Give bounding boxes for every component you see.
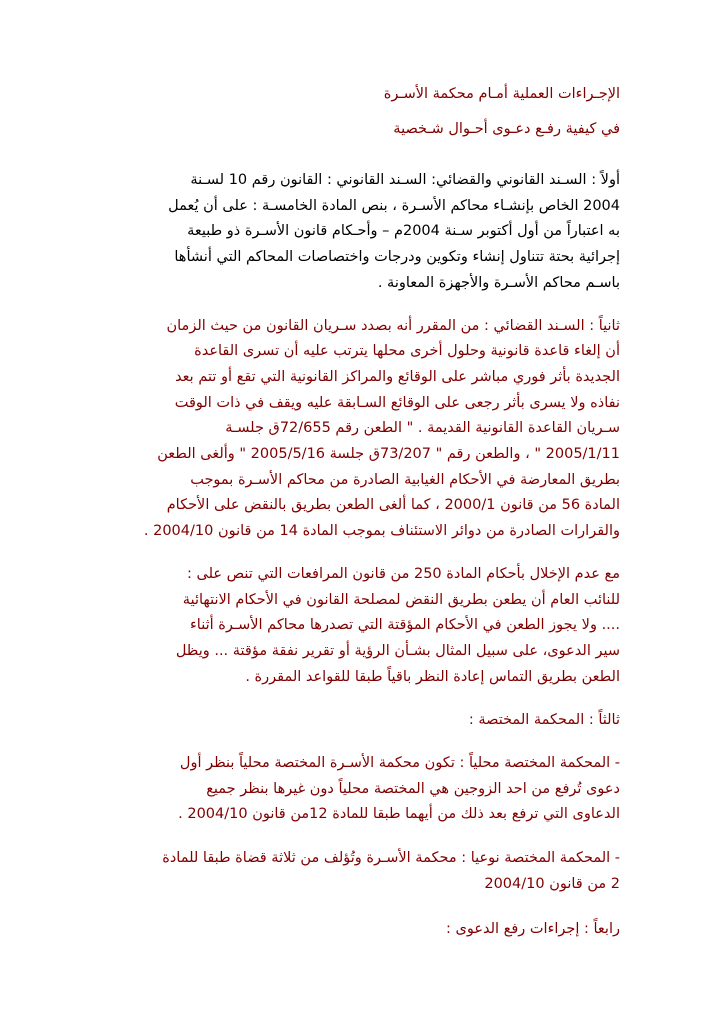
text-line: 2005/1/11 " ، والطعن رقم " 73/207ق جلسة 2005/5/16 " وألغى الطعن	[157, 446, 620, 463]
text-line: للنائب العام أن يطعن بطريق النقض لمصلحة القانون في الأحكام الانتهائية	[182, 591, 620, 608]
text-line: ثانياً : السـند القضائي : من المقرر أنه بصدد سـريان القانون من حيث الزمان	[166, 317, 620, 334]
text-line: بطريق المعارضة في الأحكام الغيابية الصادرة من محاكم الأسـرة بموجب	[190, 471, 620, 488]
text-line: ثالثاً : المحكمة المختصة :	[468, 712, 620, 729]
paragraph-legal-basis	[104, 168, 620, 297]
text-line: الدعاوى التي ترفع بعد ذلك من أيهما طبقا للمادة 12من قانون 2004/10 .	[178, 806, 620, 823]
paragraph-judicial-basis	[104, 314, 620, 545]
text-line: 2 من قانون 2004/10	[484, 875, 620, 892]
text-line: مع عدم الإخلال بأحكام المادة 250 من قانون المرافعات التي تنص على :	[187, 565, 620, 582]
text-line: رابعاً : إجراءات رفع الدعوى :	[445, 920, 620, 937]
text-line: نفاذه ولا يسرى بأثر رجعى على الوقائع السـابقة عليه ويقف في ذات الوقت	[174, 394, 620, 411]
text-line: المادة 56 من قانون 2000/1 ، كما ألغى الطعن بطريق بالنقض على الأحكام	[166, 497, 620, 514]
text-line: سـريان القاعدة القانونية القديمة . " الطعن رقم 72/655ق جلسـة	[225, 420, 620, 437]
paragraph-local-competence	[104, 751, 620, 828]
text-line: - المحكمة المختصة محلياً : تكون محكمة الأسـرة المختصة محلياً بنظر أول	[179, 755, 620, 772]
text-line: أن إلغاء قاعدة قانونية وحلول أخرى محلها يترتب عليه أن تسرى القاعدة	[194, 343, 620, 360]
text-line: - المحكمة المختصة نوعيا : محكمة الأسـرة وتُؤلف من ثلاثة قضاة طبقا للمادة	[162, 850, 620, 867]
text-line: به اعتباراً من أول أكتوبر سـنة 2004م – وأحـكام قانون الأسـرة ذو طبيعة	[187, 223, 620, 240]
text-line: .... ولا يجوز الطعن في الأحكام المؤقتة التي تصدرها محاكم الأسـرة أثناء	[189, 617, 620, 634]
section-heading-competent-court	[104, 708, 620, 734]
text-line: إجرائية بحتة تتناول إنشاء وتكوين ودرجات واختصاصات المحاكم التي أنشأها	[174, 249, 620, 266]
document-subtitle: في كيفية رفـع دعـوى أحـوال شـخصية	[393, 121, 620, 137]
text-line: الجديدة بأثر فوري مباشر على الوقائع والمراكز القانونية التي تقع أو تتم بعد	[175, 368, 620, 385]
section-heading-filing-procedures	[104, 917, 620, 943]
text-line: باسـم محاكم الأسـرة والأجهزة المعاونة .	[377, 274, 620, 291]
document-page	[104, 82, 620, 942]
paragraph-subject-competence	[104, 846, 620, 897]
text-line: دعوى تُرفع من احد الزوجين هي المختصة محلياً دون غيرها بنظر جميع	[206, 780, 620, 797]
text-line: الطعن بطريق التماس إعادة النظر باقياً طبقا للقواعد المقررة .	[245, 668, 620, 685]
text-line: والقرارات الصادرة من دوائر الاستئناف بموجب المادة 14 من قانون 2004/10 .	[143, 523, 620, 540]
text-line: 2004 الخاص بإنشـاء محاكم الأسـرة ، بنص المادة الخامسـة : على أن يُعمل	[168, 197, 620, 214]
document-title: الإجـراءات العملية أمـام محكمة الأسـرة	[383, 86, 620, 102]
paragraph-article-250	[104, 562, 620, 691]
text-line: سير الدعوى، على سبيل المثال بشـأن الرؤية أو تقرير نفقة مؤقتة ... ويظل	[175, 642, 620, 659]
text-line: أولاً : السـند القانوني والقضائي: السـند القانوني : القانون رقم 10 لسـنة	[190, 172, 620, 188]
